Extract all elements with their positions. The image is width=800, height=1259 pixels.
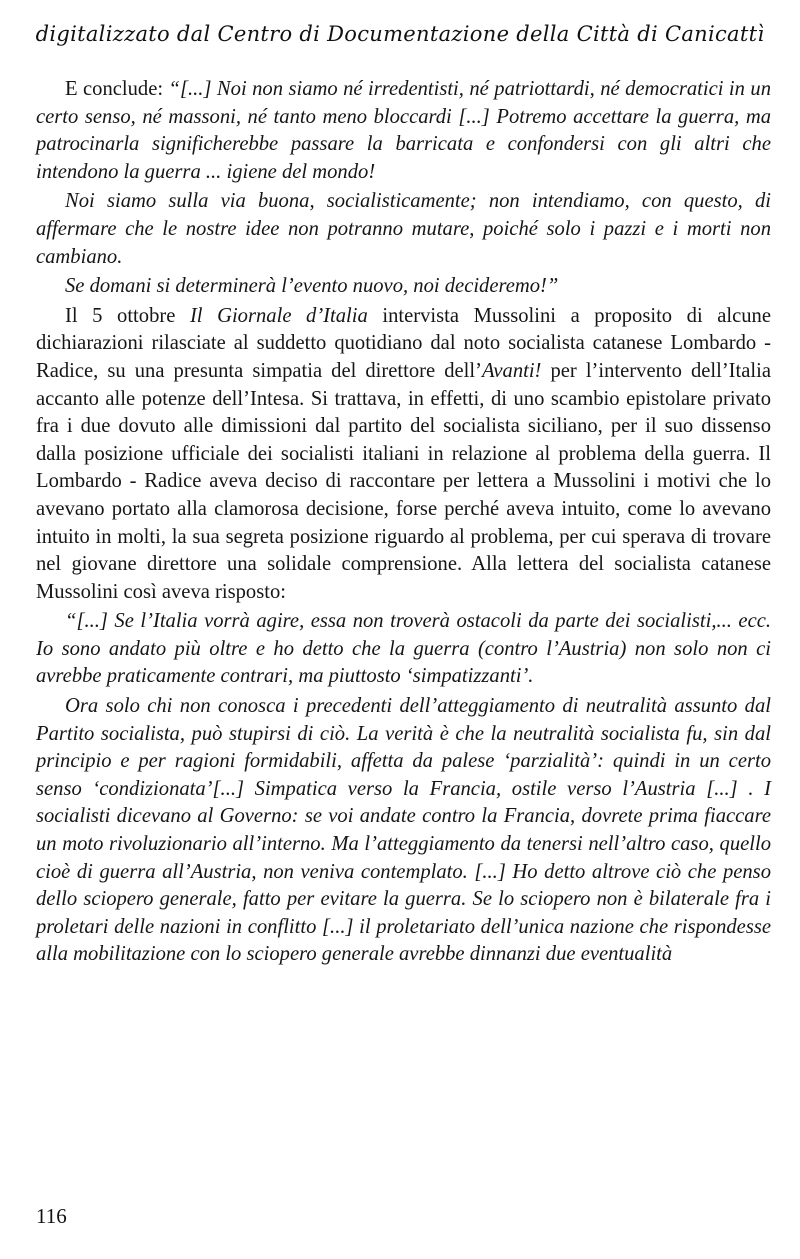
narrative-text: intervista Mussolini a proposito di alcune dichiarazioni rilasciate al suddetto quotidiano dal noto socialista catanese Lombardo - Radice, su una presunta simpatia del direttore dell’ [36, 304, 771, 382]
newspaper-title: Il Giornale d’Italia [189, 304, 368, 327]
paragraph-narrative [36, 303, 771, 607]
paragraph-conclusion [36, 76, 771, 186]
paragraph-lead: E conclude: [65, 78, 169, 100]
narrative-text: Il 5 ottobre [65, 304, 190, 327]
paragraph-letter-quote: “[...] Se l’Italia vorrà agire, essa non troverà ostacoli da parte dei socialisti,... ecc. Io sono andato più oltre e ho detto che la guerra (contro l’Austria) non solo non ci avrebbe praticamente contrari, ma piuttosto ‘simpatizzanti’. [36, 610, 771, 688]
paragraph-letter-continued: Ora solo chi non conosca i precedenti dell’atteggiamento di neutralità assunto dal Partito socialista, può stupirsi di ciò. La verità è che la neutralità socialista fu, sin dal principio e per ragioni formidabili, affetta da palese ‘parzialità’: quindi in un certo senso ‘condizionata’[...] Simpatica verso la Francia, ostile verso l’Austria [...] . I socialisti dicevano al Governo: se voi andate contro la Francia, dovrete prima fiaccare un moto rivoluzionario all’interno. Ma l’atteggiamento da tenersi nell’altro caso, quello cioè di guerra all’Austria, non veniva contemplato. [...] Ho detto altrove ciò che penso dello sciopero generale, fatto per evitare la guerra. Se lo sciopero non è bilaterale fra i proletari delle nazioni in conflitto [...] il proletariato dell’unica nazione che rispondesse alla mobilitazione con lo sciopero generale avrebbe dinnanzi due eventualità [36, 695, 771, 966]
page-body [36, 76, 771, 969]
paragraph-quote-continued: Noi siamo sulla via buona, socialisticamente; non intendiamo, con questo, di affermare che le nostre idee non potranno mutare, poiché solo i pazzi e i morti non cambiano. [36, 190, 771, 268]
page-number: 116 [36, 1204, 67, 1228]
watermark-header: digitalizzato dal Centro di Documentazione della Città di Canicattì [35, 22, 765, 46]
paragraph-quote-end: Se domani si determinerà l’evento nuovo, noi decideremo!” [65, 275, 559, 298]
narrative-text: per l’intervento dell’Italia accanto alle potenze dell’Intesa. Si trattava, in effetti, di uno scambio epistolare privato fra i due dovuto alle dimissioni dal partito del socialista siciliano, per il suo dissenso dalla posizione ufficiale dei socialisti italiani in relazione al problema della guerra. Il Lombardo - Radice aveva deciso di raccontare per lettera a Mussolini i motivi che lo avevano portato alla clamorosa decisione, forse perché aveva intuito, come lo avevano intuito in molti, la sua segreta posizione riguardo al problema, per cui sperava di trovare nel giovane direttore una solidale comprensione. Alla lettera del socialista catanese Mussolini così aveva risposto: [36, 359, 771, 603]
newspaper-title: Avanti! [481, 359, 542, 382]
quote-italic: “[...] Noi non siamo né irredentisti, né patriottardi, né democratici in un certo senso, né massoni, né tanto meno bloccardi [...] Potremo accettare la guerra, ma patrocinarla significherebbe passare la barricata e confondersi con gli altri che intendono la guerra ... igiene del mondo! [36, 78, 772, 183]
